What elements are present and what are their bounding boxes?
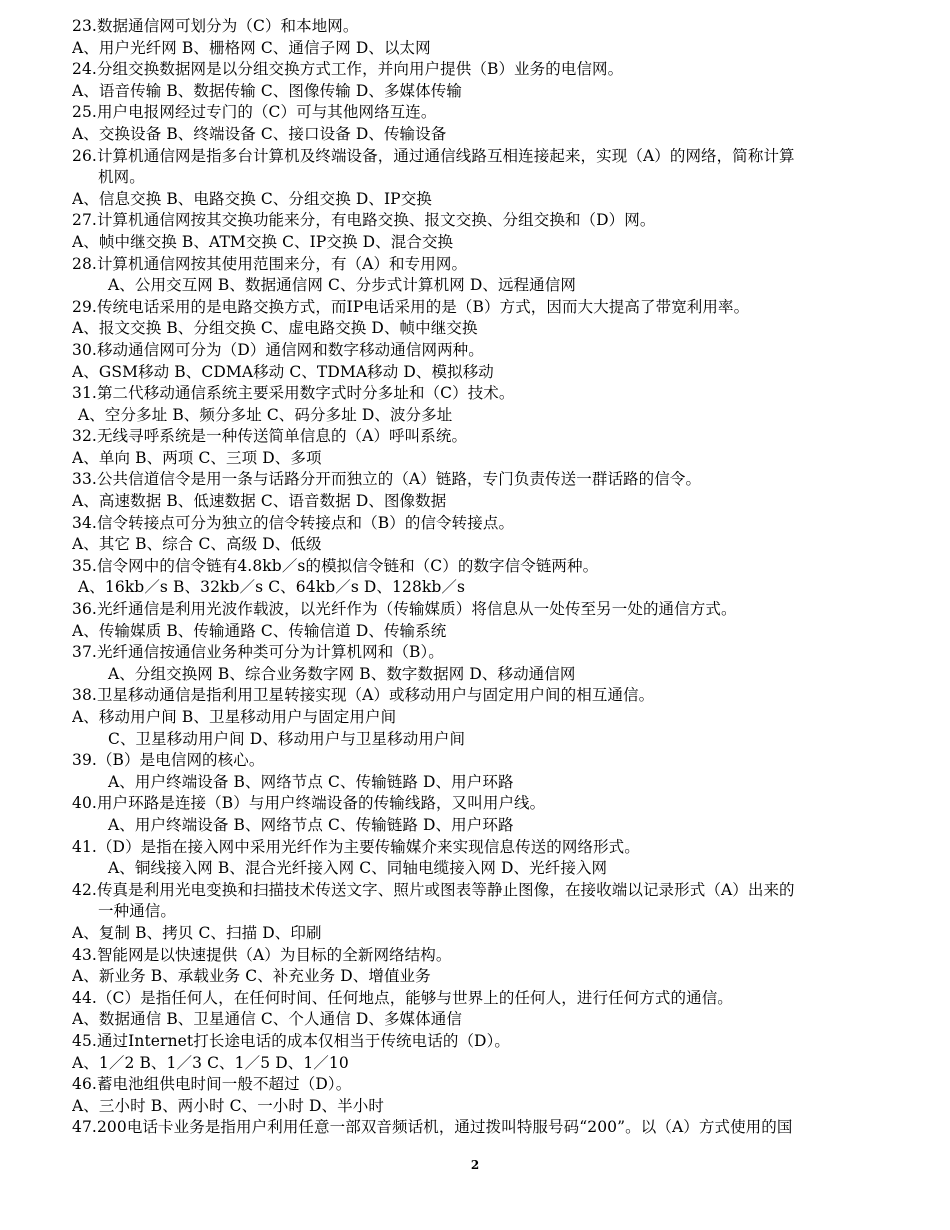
text-line: 34.信令转接点可分为独立的信令转接点和（B）的信令转接点。 [72, 513, 515, 532]
text-line: 44.（C）是指任何人，在任何时间、任何地点，能够与世界上的任何人，进行任何方式的通信。 [72, 988, 733, 1007]
text-line: 29.传统电话采用的是电路交换方式，而IP电话采用的是（B）方式，因而大大提高了带宽利用率。 [72, 297, 750, 316]
text-line: A、数据通信 B、卫星通信 C、个人通信 D、多媒体通信 [72, 1010, 462, 1029]
text-line: A、GSM移动 B、CDMA移动 C、TDMA移动 D、模拟移动 [72, 362, 494, 381]
text-line: A、新业务 B、承载业务 C、补充业务 D、增值业务 [72, 967, 431, 986]
text-line: A、高速数据 B、低速数据 C、语音数据 D、图像数据 [72, 492, 447, 511]
text-line: 28.计算机通信网按其使用范围来分，有（A）和专用网。 [72, 254, 468, 273]
text-line: 23.数据通信网可划分为（C）和本地网。 [72, 17, 359, 35]
text-line: 43.智能网是以快速提供（A）为目标的全新网络结构。 [72, 945, 452, 964]
text-line: 41.（D）是指在接入网中采用光纤作为主要传输媒介来实现信息传送的网络形式。 [72, 837, 640, 856]
text-line: A、其它 B、综合 C、高级 D、低级 [72, 535, 322, 554]
text-line: 38.卫星移动通信是指利用卫星转接实现（A）或移动用户与固定用户间的相互通信。 [72, 686, 655, 705]
text-line: A、1／2 B、1／3 C、1／5 D、1／10 [72, 1053, 349, 1072]
text-line-indented: 一种通信。 [98, 902, 177, 921]
text-line-indented: A、用户终端设备 B、网络节点 C、传输链路 D、用户环路 [108, 815, 514, 834]
text-line: 39.（B）是电信网的核心。 [72, 751, 265, 770]
text-line: 31.第二代移动通信系统主要采用数字式时分多址和（C）技术。 [72, 384, 515, 403]
text-line: A、帧中继交换 B、ATM交换 C、IP交换 D、混合交换 [72, 232, 454, 251]
text-line: A、交换设备 B、终端设备 C、接口设备 D、传输设备 [72, 124, 447, 143]
text-line: 27.计算机通信网按其交换功能来分，有电路交换、报文交换、分组交换和（D）网。 [72, 211, 656, 230]
text-line: A、移动用户间 B、卫星移动用户与固定用户间 [72, 708, 397, 726]
text-line: A、复制 B、拷贝 C、扫描 D、印刷 [72, 923, 322, 942]
text-line: A、报文交换 B、分组交换 C、虚电路交换 D、帧中继交换 [72, 319, 478, 338]
text-line: 47.200电话卡业务是指用户利用任意一部双音频话机，通过拨叫特服号码“200”。以（A）方式使用的国 [72, 1118, 793, 1137]
text-line: A、用户光纤网 B、栅格网 C、通信子网 D、以太网 [72, 38, 431, 57]
page-number: 2 [470, 1158, 480, 1172]
text-line: 36.光纤通信是利用光波作载波，以光纤作为（传输媒质）将信息从一处传至另一处的通信方式。 [72, 600, 737, 619]
text-line: 24.分组交换数据网是以分组交换方式工作，并向用户提供（B）业务的电信网。 [72, 60, 624, 79]
text-line: A、传输媒质 B、传输通路 C、传输信道 D、传输系统 [72, 621, 447, 640]
text-line-indented: C、卫星移动用户间 D、移动用户与卫星移动用户间 [108, 729, 466, 748]
text-line: 46.蓄电池组供电时间一般不超过（D）。 [72, 1075, 352, 1094]
document-body [72, 16, 912, 1139]
text-line-indented: A、铜线接入网 B、混合光纤接入网 C、同轴电缆接入网 D、光纤接入网 [108, 859, 608, 878]
text-line-indented: A、空分多址 B、频分多址 C、码分多址 D、波分多址 [78, 405, 453, 424]
text-line-indented: 机网。 [98, 168, 145, 187]
text-line: 25.用户电报网经过专门的（C）可与其他网络互连。 [72, 103, 437, 122]
text-line: 35.信令网中的信令链有4.8kb／s的模拟信令链和（C）的数字信令链两种。 [72, 556, 599, 575]
text-line-indented: A、分组交换网 B、综合业务数字网 B、数字数据网 D、移动通信网 [108, 664, 576, 683]
text-line: 40.用户环路是连接（B）与用户终端设备的传输线路，又叫用户线。 [72, 794, 546, 813]
text-line-indented: A、16kb／s B、32kb／s C、64kb／s D、128kb／s [78, 578, 466, 597]
text-line-indented: A、公用交互网 B、数据通信网 C、分步式计算机网 D、远程通信网 [108, 276, 576, 295]
text-line: A、信息交换 B、电路交换 C、分组交换 D、IP交换 [72, 189, 432, 208]
text-line: 32.无线寻呼系统是一种传送简单信息的（A）呼叫系统。 [72, 427, 468, 446]
text-line: 37.光纤通信按通信业务种类可分为计算机网和（B）。 [72, 643, 444, 662]
text-line: A、单向 B、两项 C、三项 D、多项 [72, 448, 322, 467]
text-line: 26.计算机通信网是指多台计算机及终端设备，通过通信线路互相连接起来，实现（A）的网络，简称计算 [72, 146, 795, 165]
text-line: 30.移动通信网可分为（D）通信网和数字移动通信网两种。 [72, 340, 484, 359]
text-line: A、三小时 B、两小时 C、一小时 D、半小时 [72, 1096, 384, 1115]
text-line: A、语音传输 B、数据传输 C、图像传输 D、多媒体传输 [72, 81, 462, 100]
text-line: 33.公共信道信令是用一条与话路分开而独立的（A）链路，专门负责传送一群话路的信令。 [72, 470, 702, 489]
text-line: 45.通过Internet打长途电话的成本仅相当于传统电话的（D）。 [72, 1031, 511, 1050]
text-line: 42.传真是利用光电变换和扫描技术传送文字、照片或图表等静止图像，在接收端以记录形式（A）出来的 [72, 880, 795, 899]
text-line-indented: A、用户终端设备 B、网络节点 C、传输链路 D、用户环路 [108, 772, 514, 791]
